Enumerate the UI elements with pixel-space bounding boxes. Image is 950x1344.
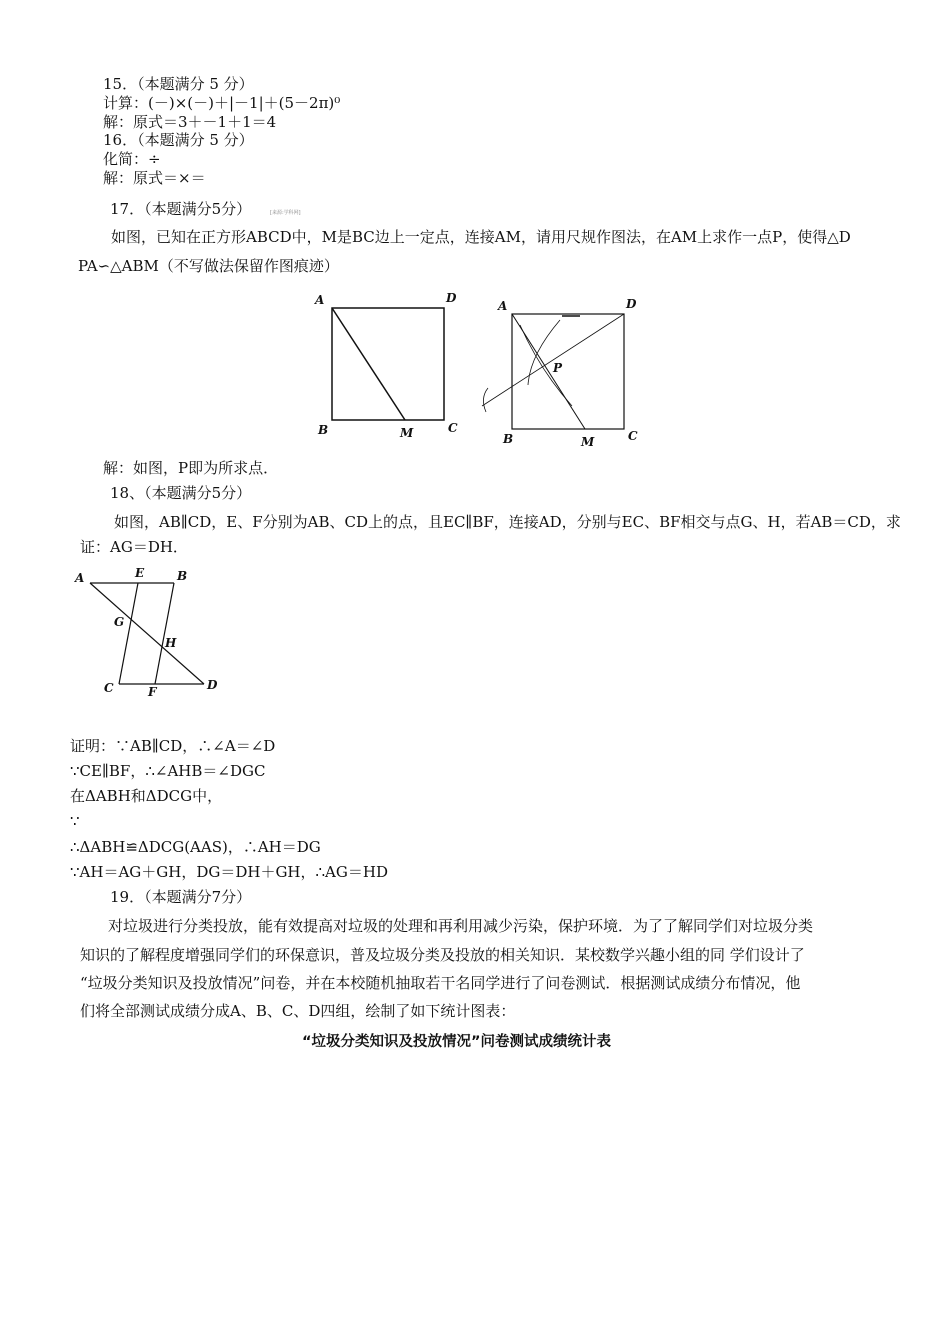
label-d: D bbox=[207, 678, 218, 692]
q17-text-1: 如图，已知在正方形ABCD中，M是BC边上一定点，连接AM，请用尺规作图法，在AM上求作一点P，使得△D bbox=[111, 228, 851, 246]
label-c: C bbox=[104, 681, 114, 695]
proof-line-5: ∴ΔABH≌ΔDCG(AAS)，∴AH＝DG bbox=[70, 838, 321, 856]
label-c: C bbox=[628, 429, 638, 443]
label-b: B bbox=[503, 432, 514, 446]
q16-answer: 解：原式＝×＝ bbox=[103, 169, 206, 187]
construction-arc-2 bbox=[528, 320, 560, 385]
label-m: M bbox=[400, 426, 414, 440]
construction-arc-3 bbox=[483, 388, 488, 412]
label-p: P bbox=[553, 361, 563, 375]
proof-line-3: 在ΔABH和ΔDCG中， bbox=[70, 787, 223, 805]
segment-ec bbox=[119, 583, 138, 684]
segment-ad bbox=[90, 583, 204, 684]
proof-line-2: ∵CE∥BF，∴∠AHB＝∠DGC bbox=[70, 762, 266, 780]
q18-text-2: 证：AG＝DH． bbox=[80, 538, 188, 556]
q19-para-1: 对垃圾进行分类投放，能有效提高对垃圾的处理和再利用减少污染，保护环境．为了了解同学们对垃圾分类 bbox=[108, 917, 814, 935]
q15-answer: 解：原式＝3＋－1＋1＝4 bbox=[103, 113, 277, 131]
label-b: B bbox=[318, 423, 329, 437]
label-d: D bbox=[446, 291, 457, 305]
q19-table-title: “垃圾分类知识及投放情况”问卷测试成绩统计表 bbox=[302, 1034, 612, 1050]
proof-line-1: 证明：∵AB∥CD，∴∠A＝∠D bbox=[70, 737, 276, 755]
q18-text-1: 如图，AB∥CD，E、F分别为AB、CD上的点，且EC∥BF，连接AD，分别与EC、BF相交与点G、H，若AB＝CD，求 bbox=[114, 513, 901, 531]
label-d: D bbox=[626, 297, 637, 311]
construction-arc-1 bbox=[520, 325, 572, 406]
q18-header: 18、（本题满分5分） bbox=[110, 484, 252, 502]
q19-header: 19．（本题满分7分） bbox=[110, 888, 252, 906]
label-a: A bbox=[75, 571, 85, 585]
square-abcd bbox=[332, 308, 444, 420]
q19-para-2: 知识的了解程度增强同学们的环保意识，普及垃圾分类及投放的相关知识．某校数学兴趣小组的同 学们设计了 bbox=[80, 946, 805, 964]
label-b: B bbox=[177, 569, 188, 583]
q19-para-4: 们将全部测试成绩分成A、B、C、D四组，绘制了如下统计图表： bbox=[80, 1002, 516, 1020]
label-f: F bbox=[148, 685, 157, 699]
q17-figure-right bbox=[475, 290, 645, 455]
proof-line-6: ∵AH＝AG＋GH，DG＝DH＋GH，∴AG＝HD bbox=[70, 863, 388, 881]
q16-header: 16．（本题满分 5 分） bbox=[103, 131, 254, 149]
label-g: G bbox=[114, 615, 125, 629]
label-e: E bbox=[135, 566, 145, 580]
source-watermark: [来源:学科网] bbox=[270, 210, 301, 216]
q15-header: 15．（本题满分 5 分） bbox=[103, 75, 254, 93]
perpendicular-line bbox=[482, 314, 624, 406]
q18-figure bbox=[70, 565, 230, 705]
q17-figure-left bbox=[310, 288, 470, 448]
segment-bf bbox=[155, 583, 174, 684]
q16-prompt: 化简：÷ bbox=[103, 150, 161, 168]
label-a: A bbox=[498, 299, 508, 313]
q15-prompt: 计算：(－)×(－)＋|－1|＋(5－2π)⁰ bbox=[103, 94, 341, 112]
q17-answer: 解：如图，P即为所求点． bbox=[103, 459, 279, 477]
label-h: H bbox=[165, 636, 177, 650]
q17-text-2: PA∽△ABM（不写做法保留作图痕迹） bbox=[78, 257, 339, 275]
label-a: A bbox=[315, 293, 325, 307]
segment-am bbox=[332, 308, 405, 420]
label-c: C bbox=[448, 421, 458, 435]
label-m: M bbox=[581, 435, 595, 449]
square-abcd-construction bbox=[512, 314, 624, 429]
q17-header: 17．（本题满分5分） bbox=[110, 200, 252, 218]
proof-line-4: ∵ bbox=[70, 812, 80, 830]
q19-para-3: “垃圾分类知识及投放情况”问卷，并在本校随机抽取若干名同学进行了问卷测试．根据测试成绩分布情况，他 bbox=[80, 974, 801, 992]
